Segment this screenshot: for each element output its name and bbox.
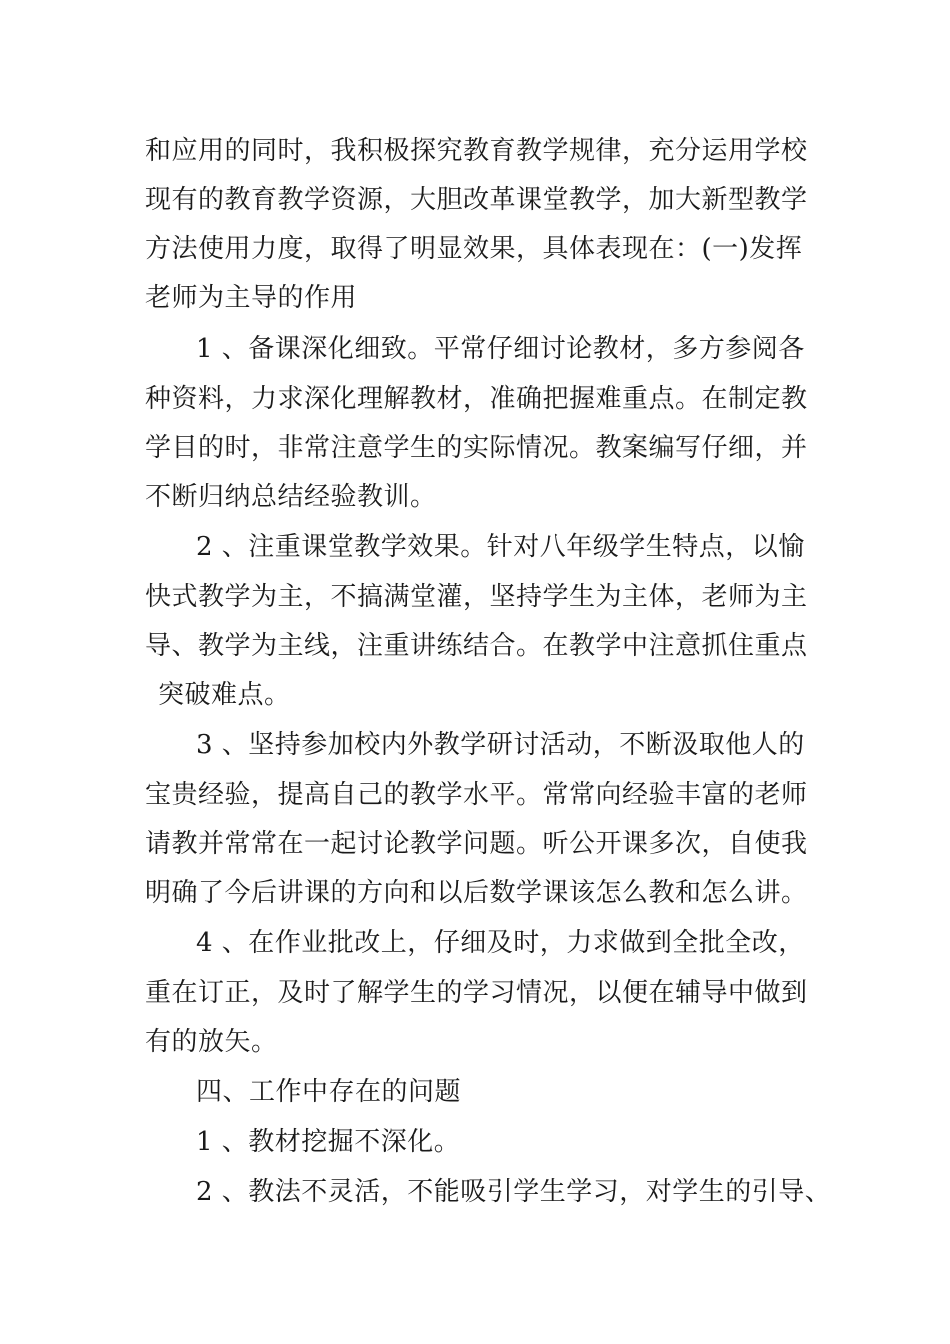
text-line: 1 、教材挖掘不深化。 (196, 1127, 461, 1157)
text-line: 种资料，力求深化理解教材，准确把握难重点。在制定教 (145, 384, 808, 414)
text-line: 重在订正，及时了解学生的学习情况，以便在辅导中做到 (145, 978, 808, 1008)
text-line: 宝贵经验，提高自己的教学水平。常常向经验丰富的老师 (145, 780, 808, 810)
text-line: 明确了今后讲课的方向和以后数学课该怎么教和怎么讲。 (145, 878, 808, 908)
text-line: 4 、在作业批改上，仔细及时，力求做到全批全改， (196, 928, 805, 958)
section-heading: 四、工作中存在的问题 (196, 1077, 462, 1107)
text-line: 不断归纳总结经验教训。 (145, 482, 437, 512)
text-line: 2 、注重课堂教学效果。针对八年级学生特点，以愉 (196, 532, 805, 562)
text-line: 有的放矢。 (145, 1027, 278, 1057)
text-line: 导、教学为主线，注重讲练结合。在教学中注意抓住重点 (145, 631, 808, 661)
text-line: 和应用的同时，我积极探究教育教学规律，充分运用学校 (145, 136, 808, 166)
text-line: 现有的教育教学资源，大胆改革课堂教学，加大新型教学 (145, 185, 808, 215)
text-line: 快式教学为主，不搞满堂灌，坚持学生为主体，老师为主 (145, 582, 808, 612)
text-line: 2 、教法不灵活，不能吸引学生学习，对学生的引导、 (196, 1177, 832, 1207)
text-line: 突破难点。 (158, 680, 291, 710)
text-line: 1 、备课深化细致。平常仔细讨论教材，多方参阅各 (196, 334, 805, 364)
text-line: 老师为主导的作用 (145, 283, 358, 313)
text-line: 3 、坚持参加校内外教学研讨活动，不断汲取他人的 (196, 730, 805, 760)
text-line: 请教并常常在一起讨论教学问题。听公开课多次，自使我 (145, 829, 808, 859)
text-line: 方法使用力度，取得了明显效果，具体表现在：(一)发挥 (145, 234, 803, 264)
text-line: 学目的时，非常注意学生的实际情况。教案编写仔细，并 (145, 433, 808, 463)
